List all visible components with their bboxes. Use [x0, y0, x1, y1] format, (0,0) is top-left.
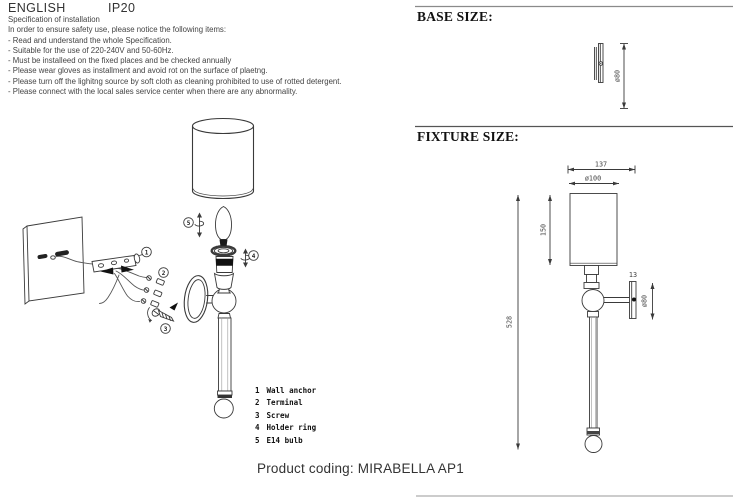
fixture-finial-ball [585, 436, 602, 453]
fixture-size-drawing [506, 161, 655, 453]
spec-item: - Must be installeed on the fixed places and be checked annually [8, 56, 232, 66]
rotate-arrow-icon [241, 249, 250, 268]
fixture-ball [582, 290, 604, 312]
ip-rating-label: IP20 [108, 1, 136, 15]
callout-5-num: 5 [186, 219, 191, 227]
legend-item-label: Terminal [266, 398, 303, 408]
legend-item [255, 397, 316, 409]
shade-height-dimension [540, 195, 553, 265]
spec-item: - Read and understand the whole Specification. [8, 35, 172, 45]
callout-4 [249, 251, 259, 261]
fixture-wall-plate [630, 282, 637, 319]
plate-diameter-label: ø80 [640, 294, 649, 308]
shade-height-label: 150 [539, 223, 548, 237]
legend-item-label: Wall anchor [266, 386, 317, 395]
legend-item-label: Screw [266, 410, 290, 420]
legend-item-num: 3 [255, 410, 260, 420]
product-coding-label: Product coding: MIRABELLA AP1 [257, 461, 464, 476]
parts-legend [255, 385, 316, 447]
callout-1-num: 1 [144, 249, 149, 257]
legend-item-num: 1 [255, 386, 260, 395]
callout-3-num: 3 [163, 325, 168, 333]
plate-diameter-dimension [641, 283, 655, 320]
callout-4-num: 4 [251, 252, 256, 260]
callout-5 [184, 218, 194, 228]
base-diameter-label: ø80 [613, 69, 622, 83]
legend-item-label: E14 bulb [266, 435, 303, 445]
spec-item: - Please turn off the lighitng source by soft cloth as cleaning prohibited to use of rotted detergent. [8, 76, 342, 86]
specification-block [8, 15, 410, 97]
holder-ring-part [212, 246, 236, 255]
spec-title: Specification of installation [8, 15, 100, 24]
callout-3 [161, 324, 171, 334]
rotate-arrow-icon [195, 213, 204, 238]
base-diameter-dimension [614, 44, 629, 109]
terminals [141, 276, 164, 308]
legend-item [255, 410, 316, 422]
language-label: ENGLISH [8, 1, 66, 15]
fixture-width-dimension [568, 161, 635, 174]
backplate-disc [182, 274, 213, 323]
legend-item [255, 422, 316, 434]
fixture-stem [585, 312, 602, 453]
legend-item [255, 435, 316, 447]
fixture-width-label: 137 [594, 160, 608, 169]
legend-item [255, 385, 316, 397]
callout-2-num: 2 [161, 269, 166, 277]
legend-item-num: 4 [255, 423, 260, 433]
plate-depth-label: 13 [628, 271, 638, 279]
base-size-heading: BASE SIZE: [417, 9, 493, 24]
base-size-drawing [595, 44, 629, 109]
shade-diameter-dimension [569, 175, 619, 186]
spec-item: - Please wear gloves as installment and avoid rot on the surface of plaetng. [8, 66, 268, 76]
fixture-shade [570, 194, 617, 266]
legend-item-num: 2 [255, 398, 260, 408]
legend-item-label: Holder ring [266, 423, 317, 433]
bulb-part [216, 207, 232, 246]
spec-intro: In order to ensure safety use, please notice the following items: [8, 25, 227, 35]
wall-panel [23, 217, 84, 304]
installation-diagram [23, 119, 258, 419]
screw-part [148, 307, 174, 323]
legend-item-num: 5 [255, 435, 260, 445]
callout-2 [159, 268, 169, 278]
overall-height-label: 528 [505, 315, 514, 329]
fixture-size-heading: FIXTURE SIZE: [417, 129, 519, 144]
spec-item: - Suitable for the use of 220-240V and 50-60Hz. [8, 45, 174, 55]
overall-height-dimension [506, 195, 521, 450]
callout-1 [142, 247, 152, 257]
shade-diameter-label: ø100 [584, 174, 602, 183]
lamp-body [212, 257, 236, 419]
arrow-icon [170, 303, 179, 311]
lamp-shade [193, 119, 254, 199]
spec-item: - Please connect with the local sales service center when there are any abnormality. [8, 87, 298, 97]
finial-ball [214, 399, 233, 418]
